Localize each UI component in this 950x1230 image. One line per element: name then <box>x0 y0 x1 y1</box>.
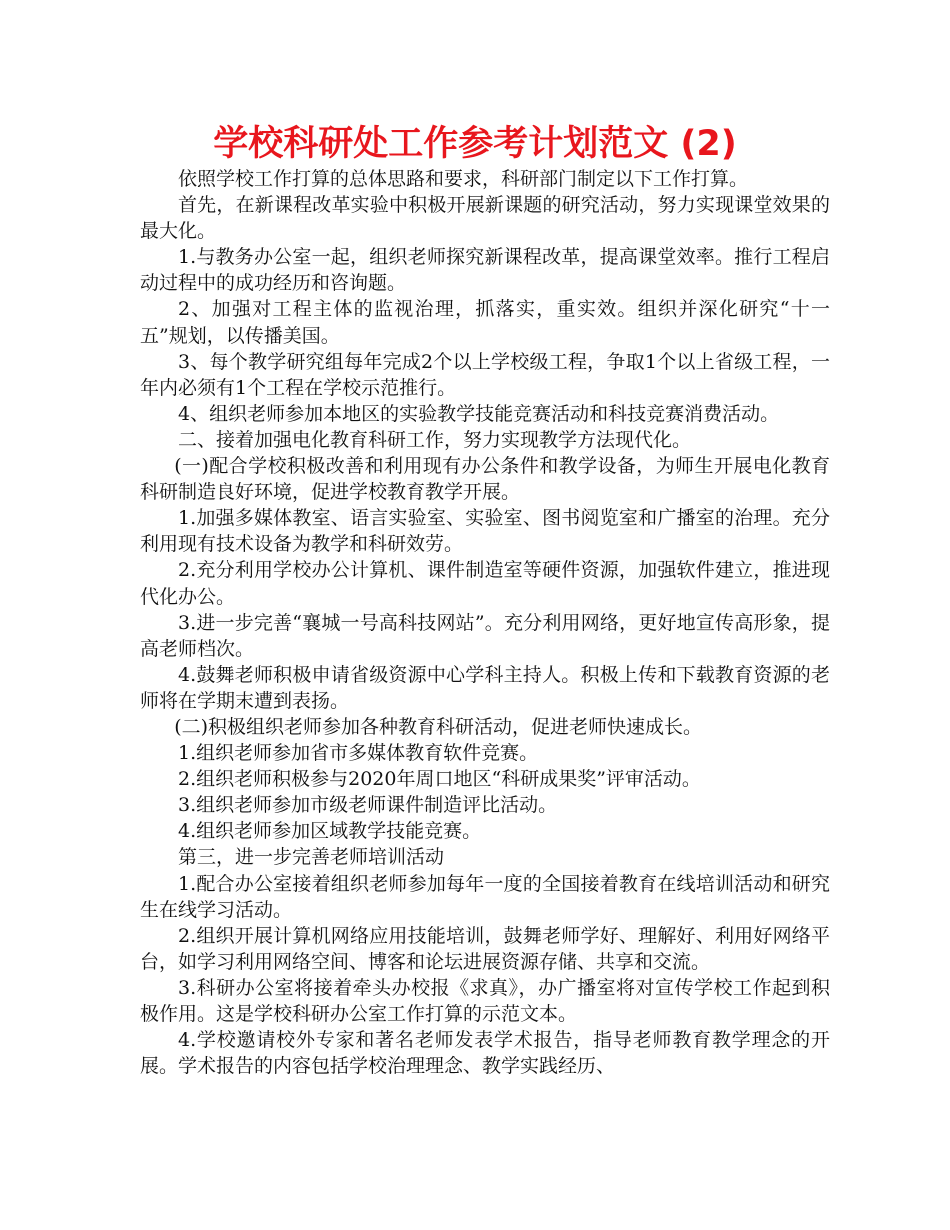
paragraph-item: 4、组织老师参加本地区的实验教学技能竞赛活动和科技竞赛消费活动。 <box>178 402 780 425</box>
paragraph-section-1: 首先，在新课程改革实验中积极开展新课题的研究活动，努力实现课堂效果的最大化。 <box>140 194 830 243</box>
paragraph-section-2: 二、接着加强电化教育科研工作，努力实现教学方法现代化。 <box>178 428 692 451</box>
paragraph-item: 1.与教务办公室一起，组织老师探究新课程改革，提高课堂效率。推行工程启动过程中的成功经历和咨询题。 <box>140 246 830 295</box>
paragraph-item: 1.组织老师参加省市多媒体教育软件竞赛。 <box>178 742 539 765</box>
paragraph-item: 3.组织老师参加市级老师课件制造评比活动。 <box>178 794 558 817</box>
document-body <box>140 166 830 1079</box>
paragraph-item: 1.配合办公室接着组织老师参加每年一度的全国接着教育在线培训活动和研究生在线学习活动。 <box>140 872 830 921</box>
paragraph-section-3: 第三，进一步完善老师培训活动 <box>178 846 445 869</box>
paragraph-item: 2.充分利用学校办公计算机、课件制造室等硬件资源，加强软件建立，推进现代化办公。 <box>140 559 830 608</box>
paragraph-item: 2.组织老师积极参与2020年周口地区“科研成果奖”评审活动。 <box>178 768 701 791</box>
document-title: 学校科研处工作参考计划范文 (2) <box>213 124 737 164</box>
paragraph-item: 3.进一步完善“襄城一号高科技网站”。充分利用网络，更好地宣传高形象，提高老师档次。 <box>140 611 830 660</box>
paragraph-subsection: (二)积极组织老师参加各种教育科研活动，促进老师快速成长。 <box>174 715 703 738</box>
paragraph-item: 4.组织老师参加区域教学技能竞赛。 <box>178 820 482 843</box>
paragraph-item: 3、每个教学研究组每年完成2个以上学校级工程，争取1个以上省级工程，一年内必须有1个工程在学校示范推行。 <box>140 350 830 399</box>
paragraph-item: 4.学校邀请校外专家和著名老师发表学术报告，指导老师教育教学理念的开展。学术报告的内容包括学校治理理念、教学实践经历、 <box>140 1029 830 1078</box>
paragraph-item: 3.科研办公室将接着牵头办校报《求真》，办广播室将对宣传学校工作起到积极作用。这是学校科研办公室工作打算的示范文本。 <box>140 976 830 1025</box>
paragraph-item: 2、加强对工程主体的监视治理，抓落实，重实效。组织并深化研究“十一五”规划，以传播美国。 <box>140 298 830 347</box>
paragraph-intro: 依照学校工作打算的总体思路和要求，科研部门制定以下工作打算。 <box>178 168 749 190</box>
paragraph-subsection: (一)配合学校积极改善和利用现有办公条件和教学设备，为师生开展电化教育科研制造良好环境，促进学校教育教学开展。 <box>140 455 830 504</box>
paragraph-item: 4.鼓舞老师积极申请省级资源中心学科主持人。积极上传和下载教育资源的老师将在学期末遭到表扬。 <box>140 663 830 712</box>
paragraph-item: 1.加强多媒体教室、语言实验室、实验室、图书阅览室和广播室的治理。充分利用现有技术设备为教学和科研效劳。 <box>140 507 830 556</box>
paragraph-item: 2.组织开展计算机网络应用技能培训，鼓舞老师学好、理解好、利用好网络平台，如学习利用网络空间、博客和论坛进展资源存储、共享和交流。 <box>140 924 830 973</box>
